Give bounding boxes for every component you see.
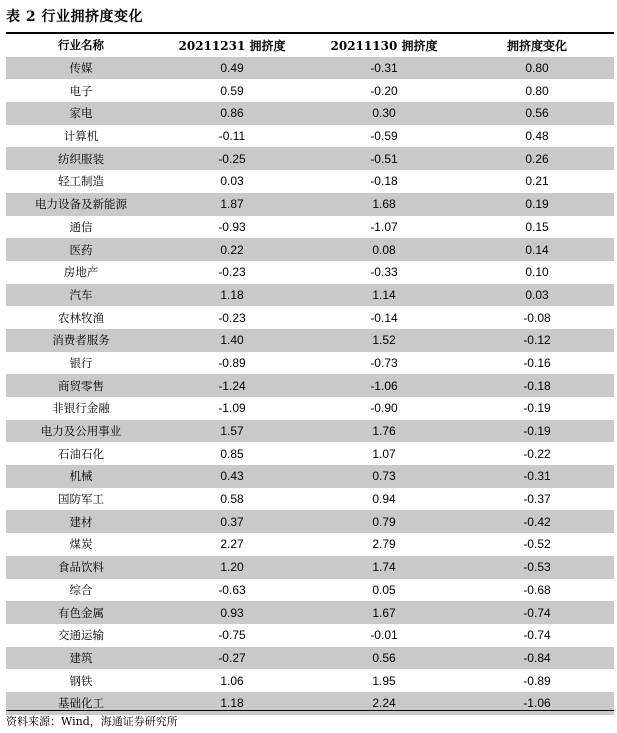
cell-crowding-change: -0.18 (523, 378, 551, 393)
table-row (6, 420, 614, 443)
cell-crowding-20211130: 2.24 (372, 696, 396, 711)
header-crowding-change: 拥挤度变化 (506, 38, 567, 53)
cell-crowding-change: 0.26 (525, 151, 549, 166)
cell-crowding-change: -0.12 (523, 333, 551, 348)
table-row (6, 579, 614, 602)
cell-crowding-20211231: 1.40 (220, 333, 244, 348)
cell-crowding-20211130: 1.07 (372, 446, 396, 461)
cell-industry: 银行 (69, 355, 93, 370)
cell-crowding-change: -0.19 (523, 401, 551, 416)
cell-crowding-change: -0.89 (523, 673, 551, 688)
cell-industry: 电子 (69, 83, 93, 98)
cell-crowding-20211130: 0.05 (372, 582, 396, 597)
source-note: 资料来源：Wind，海通证券研究所 (6, 715, 178, 728)
crowding-table (6, 34, 614, 715)
table-row (6, 442, 614, 465)
table-row (6, 692, 614, 715)
cell-industry: 石油石化 (58, 446, 104, 461)
cell-crowding-change: 0.03 (525, 287, 549, 302)
cell-crowding-change: -0.53 (523, 560, 551, 575)
table-title: 表 2 行业拥挤度变化 (6, 9, 143, 25)
cell-crowding-change: 0.80 (525, 61, 549, 76)
cell-crowding-20211130: 1.14 (372, 287, 396, 302)
cell-crowding-change: -0.19 (523, 424, 551, 439)
cell-crowding-20211130: 1.67 (372, 605, 396, 620)
table-row (6, 147, 614, 170)
header-industry: 行业名称 (58, 38, 104, 53)
cell-crowding-20211130: -0.90 (370, 401, 398, 416)
cell-crowding-20211130: -0.59 (370, 129, 398, 144)
cell-crowding-change: 0.48 (525, 129, 549, 144)
cell-crowding-20211130: -0.14 (370, 310, 398, 325)
cell-industry: 传媒 (69, 61, 93, 76)
cell-crowding-20211231: 1.57 (220, 424, 244, 439)
cell-crowding-change: 0.80 (525, 83, 549, 98)
cell-industry: 煤炭 (69, 537, 93, 552)
cell-crowding-20211231: -0.75 (218, 628, 246, 643)
cell-crowding-20211231: 0.03 (220, 174, 244, 189)
cell-crowding-20211231: 1.20 (220, 560, 244, 575)
table-row (6, 397, 614, 420)
cell-crowding-change: -0.08 (523, 310, 551, 325)
cell-crowding-20211130: 1.74 (372, 560, 396, 575)
cell-crowding-20211130: -0.01 (370, 628, 398, 643)
table-row (6, 556, 614, 579)
table-row (6, 329, 614, 352)
cell-crowding-change: -0.84 (523, 650, 551, 665)
cell-crowding-20211130: -0.33 (370, 265, 398, 280)
cell-crowding-20211231: 0.37 (220, 514, 244, 529)
table-row (6, 669, 614, 692)
table-row (6, 79, 614, 102)
cell-crowding-20211130: 0.30 (372, 106, 396, 121)
cell-crowding-20211130: -0.73 (370, 355, 398, 370)
cell-crowding-change: -0.42 (523, 514, 551, 529)
cell-crowding-change: 0.10 (525, 265, 549, 280)
cell-industry: 计算机 (63, 129, 99, 144)
cell-industry: 通信 (69, 219, 93, 234)
cell-crowding-20211231: 2.27 (220, 537, 244, 552)
table-row (6, 647, 614, 670)
cell-crowding-20211130: -1.06 (370, 378, 398, 393)
cell-crowding-20211231: -0.25 (218, 151, 246, 166)
cell-industry: 建筑 (69, 650, 93, 665)
cell-crowding-20211130: 0.79 (372, 514, 396, 529)
table-row (6, 125, 614, 148)
table-row (6, 352, 614, 375)
cell-crowding-change: -0.74 (523, 605, 551, 620)
cell-crowding-change: -0.74 (523, 628, 551, 643)
cell-crowding-change: -0.68 (523, 582, 551, 597)
cell-crowding-20211231: -0.89 (218, 355, 246, 370)
cell-crowding-20211130: 0.94 (372, 492, 396, 507)
cell-crowding-20211231: 0.93 (220, 605, 244, 620)
table-row (6, 284, 614, 307)
cell-industry: 消费者服务 (52, 333, 110, 348)
cell-industry: 商贸零售 (58, 378, 104, 393)
cell-crowding-20211231: -0.23 (218, 310, 246, 325)
cell-industry: 家电 (69, 106, 93, 121)
table-row (6, 102, 614, 125)
cell-industry: 医药 (69, 242, 93, 257)
cell-crowding-20211231: 1.18 (220, 287, 244, 302)
table-row (6, 601, 614, 624)
cell-industry: 电力设备及新能源 (35, 197, 127, 212)
table-body (6, 57, 614, 715)
table-row (6, 374, 614, 397)
cell-crowding-20211130: 2.79 (372, 537, 396, 552)
cell-industry: 基础化工 (58, 696, 104, 711)
cell-crowding-change: -0.52 (523, 537, 551, 552)
cell-crowding-20211130: 1.95 (372, 673, 396, 688)
cell-crowding-20211231: -0.11 (218, 129, 246, 144)
cell-crowding-20211231: -0.63 (218, 582, 246, 597)
bottom-rule (6, 710, 614, 711)
table-header-row (6, 34, 614, 57)
table-row (6, 488, 614, 511)
table-row (6, 624, 614, 647)
cell-crowding-20211231: 0.58 (220, 492, 244, 507)
table-row (6, 261, 614, 284)
table-row (6, 193, 614, 216)
cell-crowding-change: 0.19 (525, 197, 549, 212)
cell-crowding-20211231: -1.09 (218, 401, 246, 416)
cell-crowding-20211130: -0.20 (370, 83, 398, 98)
cell-crowding-20211130: -0.18 (370, 174, 398, 189)
cell-industry: 综合 (69, 582, 93, 597)
cell-crowding-20211231: -0.27 (218, 650, 246, 665)
cell-crowding-20211231: 0.49 (220, 61, 244, 76)
cell-crowding-20211231: 0.43 (220, 469, 244, 484)
cell-crowding-change: -0.37 (523, 492, 551, 507)
cell-crowding-20211130: -1.07 (370, 219, 398, 234)
cell-crowding-20211130: -0.31 (370, 61, 398, 76)
cell-industry: 交通运输 (58, 628, 104, 643)
header-crowding-20211130: 20211130 拥挤度 (330, 38, 438, 53)
cell-industry: 食品饮料 (58, 560, 104, 575)
cell-industry: 有色金属 (58, 605, 104, 620)
cell-industry: 房地产 (63, 265, 99, 280)
table-row (6, 533, 614, 556)
cell-industry: 电力及公用事业 (40, 424, 122, 439)
table-row (6, 170, 614, 193)
cell-industry: 机械 (69, 469, 93, 484)
cell-crowding-20211231: -0.93 (218, 219, 246, 234)
cell-industry: 建材 (69, 514, 93, 529)
cell-crowding-20211231: 0.22 (220, 242, 244, 257)
table-row (6, 238, 614, 261)
cell-crowding-20211231: 1.18 (220, 696, 244, 711)
cell-crowding-change: 0.21 (525, 174, 549, 189)
cell-crowding-20211130: 0.56 (372, 650, 396, 665)
cell-crowding-change: -0.16 (523, 355, 551, 370)
cell-industry: 钢铁 (69, 673, 93, 688)
cell-crowding-20211130: 0.08 (372, 242, 396, 257)
cell-crowding-20211130: 1.52 (372, 333, 396, 348)
cell-industry: 纺织服装 (58, 151, 104, 166)
table-row (6, 510, 614, 533)
cell-crowding-change: 0.56 (525, 106, 549, 121)
cell-crowding-change: -1.06 (523, 696, 551, 711)
cell-crowding-20211130: 1.76 (372, 424, 396, 439)
header-crowding-20211231: 20211231 拥挤度 (178, 38, 286, 53)
cell-industry: 非银行金融 (52, 401, 110, 416)
cell-crowding-20211231: 1.87 (220, 197, 244, 212)
table-row (6, 465, 614, 488)
cell-crowding-20211231: -0.23 (218, 265, 246, 280)
cell-industry: 国防军工 (58, 492, 104, 507)
cell-crowding-20211130: 1.68 (372, 197, 396, 212)
table-row (6, 57, 614, 80)
cell-crowding-20211231: -1.24 (218, 378, 246, 393)
cell-crowding-20211231: 0.59 (220, 83, 244, 98)
table-row (6, 216, 614, 239)
cell-crowding-20211231: 0.85 (220, 446, 244, 461)
cell-industry: 农林牧渔 (58, 310, 104, 325)
cell-crowding-20211231: 0.86 (220, 106, 244, 121)
cell-crowding-20211130: 0.73 (372, 469, 396, 484)
cell-industry: 轻工制造 (58, 174, 104, 189)
cell-crowding-change: -0.31 (523, 469, 551, 484)
cell-crowding-change: -0.22 (523, 446, 551, 461)
cell-crowding-20211231: 1.06 (220, 673, 244, 688)
cell-crowding-change: 0.14 (525, 242, 549, 257)
cell-crowding-20211130: -0.51 (370, 151, 398, 166)
cell-crowding-change: 0.15 (525, 219, 549, 234)
cell-industry: 汽车 (69, 287, 93, 302)
table-row (6, 306, 614, 329)
